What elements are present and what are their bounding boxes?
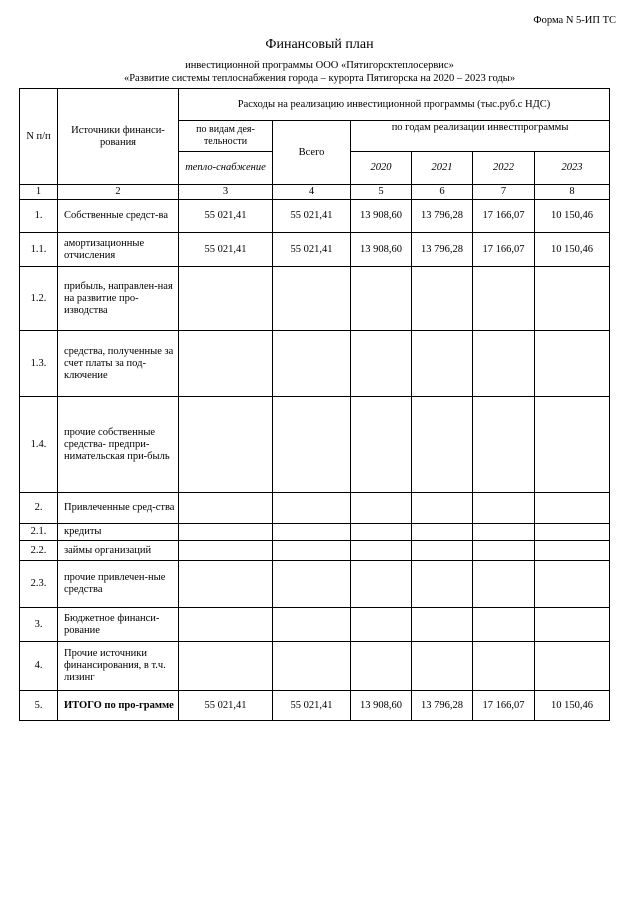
- row-heat-supply-value: 55 021,41: [179, 200, 273, 233]
- row-total-value: 55 021,41: [273, 200, 351, 233]
- row-2020-value: 13 908,60: [351, 200, 412, 233]
- col-number: 1: [20, 185, 58, 200]
- row-number: 2.2.: [20, 541, 58, 561]
- row-source: Собственные средст-ва: [58, 200, 179, 233]
- row-2023-value: 10 150,46: [535, 691, 610, 721]
- row-2021-value: 13 796,28: [412, 200, 473, 233]
- table-row: [20, 691, 610, 721]
- row-total-value: [273, 541, 351, 561]
- row-2021-value: 13 796,28: [412, 233, 473, 267]
- row-number: 1.2.: [20, 267, 58, 331]
- row-heat-supply-value: [179, 331, 273, 397]
- header-year-2023: 2023: [535, 152, 610, 185]
- row-2020-value: 13 908,60: [351, 691, 412, 721]
- header-total: Всего: [273, 121, 351, 185]
- row-2023-value: 10 150,46: [535, 200, 610, 233]
- row-2020-value: [351, 267, 412, 331]
- row-2023-value: [535, 541, 610, 561]
- row-2020-value: [351, 397, 412, 493]
- row-heat-supply-value: [179, 608, 273, 642]
- header-source: Источники финанси-рования: [58, 89, 179, 185]
- col-number: 3: [179, 185, 273, 200]
- table-row: [20, 233, 610, 267]
- row-2023-value: [535, 608, 610, 642]
- row-2021-value: 13 796,28: [412, 691, 473, 721]
- row-2022-value: 17 166,07: [473, 200, 535, 233]
- row-2022-value: 17 166,07: [473, 233, 535, 267]
- row-2023-value: 10 150,46: [535, 233, 610, 267]
- row-source: займы организаций: [58, 541, 179, 561]
- row-2022-value: [473, 267, 535, 331]
- table-row: [20, 541, 610, 561]
- col-number: 7: [473, 185, 535, 200]
- row-2020-value: [351, 331, 412, 397]
- row-2021-value: [412, 541, 473, 561]
- document-subtitle-1: инвестиционной программы ООО «Пятигорсктеплосервис»: [185, 60, 454, 71]
- row-2023-value: [535, 331, 610, 397]
- column-number-row: [20, 185, 610, 200]
- document-subtitle-2: «Развитие системы теплоснабжения города – курорта Пятигорска на 2020 – 2023 годы»: [123, 73, 516, 84]
- row-2023-value: [535, 267, 610, 331]
- row-source: амортизационные отчисления: [58, 233, 179, 267]
- header-expenses: Расходы на реализацию инвестиционной программы (тыс.руб.с НДС): [179, 89, 610, 121]
- table-row: [20, 524, 610, 541]
- row-2023-value: [535, 524, 610, 541]
- table-row: [20, 200, 610, 233]
- table-row: [20, 331, 610, 397]
- header-year-2021: 2021: [412, 152, 473, 185]
- row-total-value: [273, 642, 351, 691]
- row-heat-supply-value: [179, 541, 273, 561]
- table-row: [20, 642, 610, 691]
- row-2020-value: [351, 524, 412, 541]
- row-2020-value: [351, 493, 412, 524]
- row-2021-value: [412, 331, 473, 397]
- row-total-value: [273, 524, 351, 541]
- row-2021-value: [412, 524, 473, 541]
- header-year-2020: 2020: [351, 152, 412, 185]
- row-number: 1.: [20, 200, 58, 233]
- row-2022-value: 17 166,07: [473, 691, 535, 721]
- row-source: ИТОГО по про-грамме: [58, 691, 179, 721]
- row-2022-value: [473, 541, 535, 561]
- row-2022-value: [473, 493, 535, 524]
- header-heat-supply: тепло-снабжение: [179, 152, 273, 185]
- table-row: [20, 493, 610, 524]
- row-heat-supply-value: [179, 524, 273, 541]
- row-source: Бюджетное финанси-рование: [58, 608, 179, 642]
- col-number: 2: [58, 185, 179, 200]
- header-year-2022: 2022: [473, 152, 535, 185]
- row-2020-value: 13 908,60: [351, 233, 412, 267]
- row-heat-supply-value: [179, 493, 273, 524]
- row-total-value: 55 021,41: [273, 233, 351, 267]
- header-num: N п/п: [20, 89, 58, 185]
- table-row: [20, 608, 610, 642]
- row-heat-supply-value: [179, 267, 273, 331]
- row-total-value: [273, 331, 351, 397]
- row-number: 5.: [20, 691, 58, 721]
- row-number: 1.4.: [20, 397, 58, 493]
- row-2021-value: [412, 397, 473, 493]
- row-number: 1.3.: [20, 331, 58, 397]
- row-2020-value: [351, 608, 412, 642]
- row-source: кредиты: [58, 524, 179, 541]
- financial-plan-table: [19, 88, 610, 721]
- row-total-value: [273, 397, 351, 493]
- row-source: средства, полученные за счет платы за под-ключение: [58, 331, 179, 397]
- document-title: Финансовый план: [265, 37, 374, 52]
- row-2021-value: [412, 608, 473, 642]
- row-number: 1.1.: [20, 233, 58, 267]
- row-2022-value: [473, 561, 535, 608]
- row-heat-supply-value: [179, 561, 273, 608]
- col-number: 8: [535, 185, 610, 200]
- row-source: прочие привлечен-ные средства: [58, 561, 179, 608]
- row-2023-value: [535, 561, 610, 608]
- row-2023-value: [535, 493, 610, 524]
- row-number: 4.: [20, 642, 58, 691]
- header-by-years: по годам реализации инвестпрограммы: [351, 121, 610, 152]
- table-row: [20, 561, 610, 608]
- row-total-value: [273, 608, 351, 642]
- row-total-value: [273, 493, 351, 524]
- row-2020-value: [351, 642, 412, 691]
- table-row: [20, 397, 610, 493]
- row-heat-supply-value: [179, 642, 273, 691]
- header-by-activity: по видам дея-тельности: [179, 121, 273, 152]
- row-2020-value: [351, 541, 412, 561]
- row-2021-value: [412, 561, 473, 608]
- row-2023-value: [535, 397, 610, 493]
- row-2021-value: [412, 267, 473, 331]
- row-number: 2.1.: [20, 524, 58, 541]
- col-number: 4: [273, 185, 351, 200]
- row-2021-value: [412, 493, 473, 524]
- row-total-value: [273, 267, 351, 331]
- col-number: 6: [412, 185, 473, 200]
- row-number: 2.: [20, 493, 58, 524]
- row-source: прибыль, направлен-ная на развитие про-изводства: [58, 267, 179, 331]
- row-total-value: [273, 561, 351, 608]
- row-number: 2.3.: [20, 561, 58, 608]
- row-2021-value: [412, 642, 473, 691]
- row-2022-value: [473, 608, 535, 642]
- col-number: 5: [351, 185, 412, 200]
- row-2022-value: [473, 524, 535, 541]
- row-heat-supply-value: [179, 397, 273, 493]
- row-2022-value: [473, 397, 535, 493]
- table-row: [20, 267, 610, 331]
- row-source: прочие собственные средства- предпри-нимательская при-быль: [58, 397, 179, 493]
- row-heat-supply-value: 55 021,41: [179, 233, 273, 267]
- row-2022-value: [473, 331, 535, 397]
- row-source: Привлеченные сред-ства: [58, 493, 179, 524]
- row-heat-supply-value: 55 021,41: [179, 691, 273, 721]
- row-total-value: 55 021,41: [273, 691, 351, 721]
- row-2020-value: [351, 561, 412, 608]
- form-label: Форма N 5-ИП ТС: [533, 15, 616, 26]
- row-number: 3.: [20, 608, 58, 642]
- row-2023-value: [535, 642, 610, 691]
- row-2022-value: [473, 642, 535, 691]
- row-source: Прочие источники финансирования, в т.ч. лизинг: [58, 642, 179, 691]
